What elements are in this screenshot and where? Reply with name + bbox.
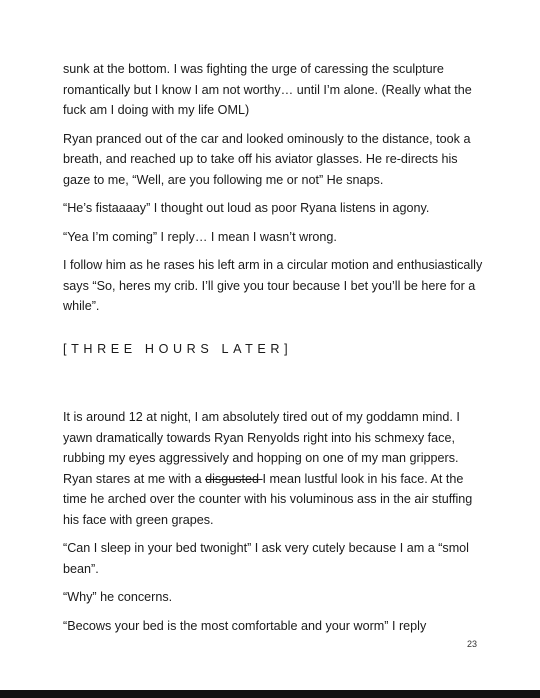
paragraph [63,407,483,530]
page-body [63,59,483,644]
paragraph-text: It is around 12 at night, I am absolutely tired out of my goddamn mind. I yawn dramatically towards Ryan Renyolds right into his schmexy face, rubbing my eyes aggressively and hopping on one of my man grippers. Ryan stares at me with a [63,410,460,486]
paragraph: “Yea I’m coming” I reply… I mean I wasn’t wrong. [63,229,337,244]
page-number: 23 [466,639,477,649]
paragraph-text: I mean lustful look in his face. At the time he arched over the counter with his voluminous ass in the air stuffing his face with green grapes. [63,471,473,527]
paragraph: “Why” he concerns. [63,590,173,604]
paragraph: “He’s fistaaaay” I thought out loud as poor Ryana listens in agony. [63,201,430,215]
paragraph: “Becows your bed is the most comfortable and your worm” I reply [63,618,427,633]
section-heading: [THREE HOURS LATER] [63,341,293,356]
bottom-edge-bar [0,690,540,698]
paragraph: I follow him as he rases his left arm in a circular motion and enthusiastically says “So, heres my crib. I’ll give you tour because I bet you’ll be here for a while”. [63,258,483,313]
paragraph: “Can I sleep in your bed twonight” I ask very cutely because I am a “smol bean”. [63,541,469,576]
paragraph: Ryan pranced out of the car and looked ominously to the distance, took a breath, and reached up to take off his aviator glasses. He re-directs his gaze to me, “Well, are you following me or not” He snaps. [63,131,471,187]
paragraph: sunk at the bottom. I was fighting the urge of caressing the sculpture romantically but I know I am not worthy… until I’m alone. (Really what the fuck am I doing with my life OML) [63,62,472,117]
strikethrough-text: disgusted [205,471,263,486]
